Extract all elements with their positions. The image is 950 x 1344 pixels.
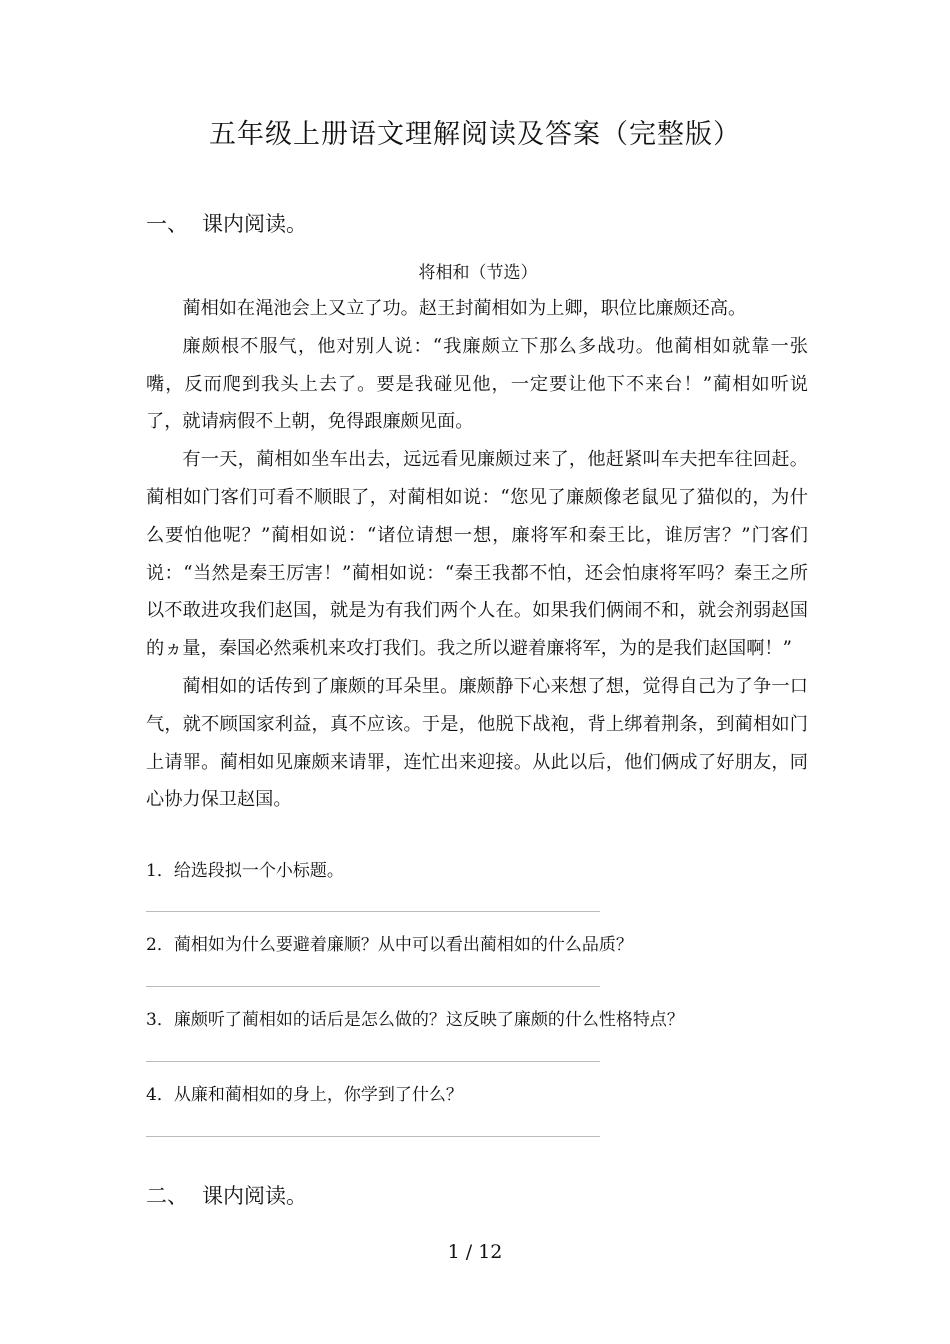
section-heading-2 xyxy=(146,1180,307,1210)
passage-title: 将相和（节选） xyxy=(418,263,538,283)
question-1: 1．给选段拟一个小标题。 xyxy=(146,861,344,881)
answer-line-2[interactable] xyxy=(146,986,600,987)
page-number: 1 / 12 xyxy=(447,1241,503,1263)
section-label: 课内阅读。 xyxy=(202,1184,307,1208)
answer-line-3[interactable] xyxy=(146,1061,600,1062)
question-2: 2．蔺相如为什么要避着廉顺？从中可以看出蔺相如的什么品质？ xyxy=(146,935,633,955)
question-3: 3．廉颇听了蔺相如的话后是怎么做的？这反映了廉颇的什么性格特点？ xyxy=(146,1010,684,1030)
passage-paragraph: 廉颇根不服气，他对别人说：“我廉颇立下那么多战功。他蔺相如就靠一张嘴，反而爬到我头上去了。要是我碰见他，一定要让他下不来台！”蔺相如听说了，就请病假不上朝，免得跟廉颇见面。 xyxy=(146,335,808,433)
section-heading-1 xyxy=(146,208,307,238)
passage-text xyxy=(146,290,808,819)
section-number: 二、 xyxy=(146,1184,188,1208)
section-number: 一、 xyxy=(146,212,188,236)
answer-line-1[interactable] xyxy=(146,911,600,912)
passage-paragraph: 有一天，蔺相如坐车出去，远远看见廉颇过来了，他赶紧叫车夫把车往回赶。蔺相如门客们可看不顺眼了，对蔺相如说：“您见了廉颇像老鼠见了猫似的，为什么要怕他呢？”蔺相如说：“诸位请想一想，廉将军和秦王比，谁厉害？”门客们说：“当然是秦王厉害！”蔺相如说：“秦王我都不怕，还会怕康将军吗？秦王之所以不敢进攻我们赵国，就是为有我们两个人在。如果我们俩闹不和，就会剂弱赵国的ヵ量，秦国必然乘机来攻打我们。我之所以避着廉将军，为的是我们赵国啊！” xyxy=(146,449,808,660)
question-4: 4．从廉和蔺相如的身上，你学到了什么？ xyxy=(146,1085,463,1105)
section-label: 课内阅读。 xyxy=(202,212,307,236)
answer-line-4[interactable] xyxy=(146,1136,600,1137)
passage-paragraph: 蔺相如在渑池会上又立了功。赵王封蔺相如为上卿，职位比廉颇还高。 xyxy=(182,298,747,319)
document-title: 五年级上册语文理解阅读及答案（完整版） xyxy=(209,119,741,150)
passage-paragraph: 蔺相如的话传到了廉颇的耳朵里。廉颇静下心来想了想，觉得自己为了争一口气，就不顾国家利益，真不应该。于是，他脱下战袍，背上绑着荆条，到蔺相如门上请罪。蔺相如见廉颇来请罪，连忙出来迎接。从此以后，他们俩成了好朋友，同心协力保卫赵国。 xyxy=(146,675,808,811)
